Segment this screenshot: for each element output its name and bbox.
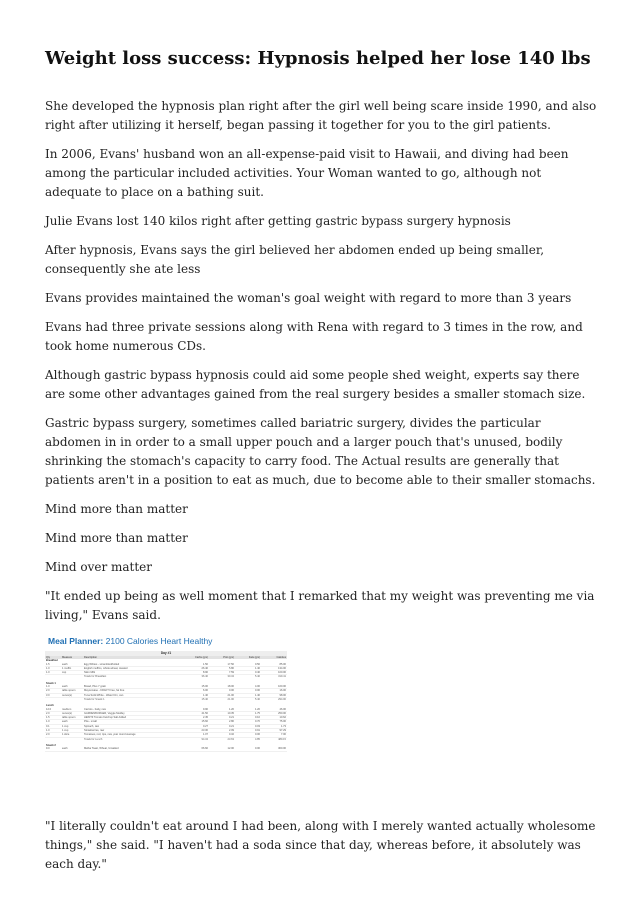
table-cell: 15.00: [183, 685, 209, 689]
table-cell: 1.50: [183, 663, 209, 667]
table-cell: each: [61, 663, 83, 667]
meal-planner-title-bold: Meal Planner:: [48, 636, 104, 646]
table-cell: 7.59: [209, 671, 235, 675]
table-cell: 7.00: [261, 733, 287, 737]
table-cell: 0.10: [235, 716, 261, 720]
totals-label: Totals for Breakfast: [84, 675, 107, 679]
table-cell: 98.00: [261, 693, 287, 697]
section-name: Snack 1: [46, 681, 56, 685]
table-cell: 9.90: [183, 708, 209, 712]
table-cell: 0.40: [235, 671, 261, 675]
table-cell: cup: [61, 671, 83, 675]
table-cell: 12.00: [209, 747, 235, 751]
table-cell: 16.00: [261, 689, 287, 693]
table-cell: 1 slice: [61, 733, 83, 737]
totals-cell: 4.85: [254, 737, 260, 741]
column-header: Qty: [45, 656, 61, 659]
table-cell: 23.30: [183, 729, 209, 733]
table-cell: 1.40: [235, 666, 261, 670]
column-header: Carbs (gm): [183, 656, 209, 659]
table-cell: 1.0: [45, 729, 61, 733]
table-cell: 26.40: [183, 666, 209, 670]
table-cell: 1.20: [235, 708, 261, 712]
section-subheading: Mind more than matter: [45, 531, 188, 545]
table-cell: 1 cup: [61, 724, 83, 728]
table-cell: 1.5: [45, 716, 61, 720]
table-cell: 2.09: [209, 729, 235, 733]
totals-label: Totals for Lunch: [84, 737, 103, 741]
closing-quote-paragraph: "I literally couldn't eat around I had been, along with I merely wanted actually wholesome things," she said. "I haven't had a soda since that day, whereas before, it absolutely was each day.": [45, 819, 596, 871]
table-cell: each: [61, 685, 83, 689]
totals-cell: 94.34: [201, 737, 208, 741]
column-header: Calories: [261, 656, 287, 659]
paragraph: Julie Evans lost 140 kilos right after getting gastric bypass surgery hypnosis: [45, 214, 511, 228]
column-header: Prot (gm): [209, 656, 235, 659]
table-cell: 1.73: [261, 724, 287, 728]
totals-cell: 36.40: [201, 675, 208, 679]
table-cell: HEINTZ Tomato Ketchup Salt Added: [83, 716, 183, 720]
table-cell: 0.06: [235, 733, 261, 737]
section-name: Lunch: [46, 704, 54, 708]
table-cell: 8.90: [183, 671, 209, 675]
totals-label: Totals for Snack 1: [84, 697, 105, 701]
section-subheading: Mind more than matter: [45, 502, 188, 516]
table-cell: English muffins, whole-wheat, toasted: [83, 666, 183, 670]
paragraph: After hypnosis, Evans says the girl believed her abdomen ended up being smaller, consequently she ate less: [45, 243, 545, 276]
day-label: Day #1: [45, 651, 287, 656]
table-cell: Mayonnaise - KRAFT Free, fat free: [83, 689, 183, 693]
table-cell: 2.80: [209, 720, 235, 724]
table-cell: Egg Whites - scrambled/boiled: [83, 663, 183, 667]
table-cell: each: [61, 747, 83, 751]
table-cell: each: [61, 720, 83, 724]
table-cell: 6.00: [183, 689, 209, 693]
section-subheading: Mind over matter: [45, 560, 153, 574]
table-cell: table spoon: [61, 689, 83, 693]
table-cell: 0.21: [209, 716, 235, 720]
table-cell: 18.00: [209, 685, 235, 689]
table-cell: Tuna Solid White - Water Drn, can: [83, 693, 183, 697]
table-cell: 1.40: [235, 693, 261, 697]
table-cell: 3.0: [45, 693, 61, 697]
table-cell: 1 muffin: [61, 666, 83, 670]
table-cell: 1.0: [45, 666, 61, 670]
table-cell: 1.75: [235, 711, 261, 715]
table-cell: 2.45: [183, 716, 209, 720]
table-cell: 2.0: [45, 711, 61, 715]
table-cell: 41.50: [183, 711, 209, 715]
table-cell: 134.00: [261, 666, 287, 670]
table-cell: table spoon: [61, 716, 83, 720]
table-cell: 1.0: [45, 671, 61, 675]
table-cell: 0.50: [235, 663, 261, 667]
totals-cell: 489.15: [278, 737, 286, 741]
table-cell: 2.0: [45, 689, 61, 693]
table-cell: 100.00: [261, 671, 287, 675]
article-body: [45, 97, 600, 625]
table-cell: 1.0: [45, 685, 61, 689]
paragraph: Although gastric bypass hypnosis could aid some people shed weight, experts say there are some other advantages gained from the real surgery besides a smaller stomach size.: [45, 368, 586, 401]
table-cell: 0.32: [209, 733, 235, 737]
table-cell: Carrots - baby, raw: [83, 708, 183, 712]
table-cell: 1 cup: [61, 729, 83, 733]
totals-cell: 21.00: [227, 697, 234, 701]
table-cell: Strawberries, raw: [83, 729, 183, 733]
table-cell: 0.00: [209, 689, 235, 693]
table-cell: 0.27: [183, 724, 209, 728]
table-cell: 300.00: [261, 747, 287, 751]
table-cell: 46.00: [261, 708, 287, 712]
table-cell: 10.35: [209, 711, 235, 715]
section-name: Snack 2: [46, 743, 56, 747]
document-page: [45, 47, 600, 884]
table-cell: 5.80: [209, 666, 235, 670]
meal-planner-title: [48, 635, 290, 647]
table-cell: 0.70: [235, 720, 261, 724]
table-cell: GARDENBURGER, Veggie Medley: [83, 711, 183, 715]
table-cell: 0.1: [45, 724, 61, 728]
table-row: [45, 747, 287, 751]
totals-cell: 30.34: [227, 675, 234, 679]
column-header: Measure: [61, 656, 83, 659]
table-cell: Melba Toast, Wheat, Unsalted: [83, 747, 183, 751]
paragraph: She developed the hypnosis plan right after the girl well being scare inside 1990, and also right after utilizing it herself, began passing it together for you to the girl patients.: [45, 99, 597, 132]
column-header: Fats (gm): [235, 656, 261, 659]
totals-cell: 5.40: [254, 675, 260, 679]
table-cell: 10.62: [261, 716, 287, 720]
quote-paragraph: "It ended up being as well moment that I remarked that my weight was preventing me via living," Evans said.: [45, 589, 595, 622]
meal-planner-table: [45, 651, 287, 752]
table-cell: 1.07: [183, 733, 209, 737]
table-cell: 9.0: [45, 747, 61, 751]
table-cell: 4.00: [235, 685, 261, 689]
totals-cell: 319.41: [278, 675, 286, 679]
section-name: Breakfast: [46, 659, 58, 663]
paragraph: Evans had three private sessions along with Rena with regard to 3 times in the row, and took home numerous CDs.: [45, 320, 583, 353]
table-cell: 1.20: [209, 708, 235, 712]
table-cell: 1.0: [45, 720, 61, 724]
table-cell: 0.00: [235, 689, 261, 693]
paragraph: In 2006, Evans' husband won an all-expense-paid visit to Hawaii, and diving had been among the particular included activities. Your Woman wanted to go, although not adequate to place on a bathing suit.: [45, 147, 569, 199]
table-cell: 160.00: [261, 685, 287, 689]
table-cell: 2.0: [45, 733, 61, 737]
article-title: Weight loss success: Hypnosis helped her lose 140 lbs: [45, 48, 591, 69]
table-cell: 12.0: [45, 708, 61, 712]
table-cell: 0.03: [235, 724, 261, 728]
table-cell: 21.00: [209, 693, 235, 697]
table-cell: 1.40: [183, 693, 209, 697]
table-cell: Spinach, raw: [83, 724, 183, 728]
table-cell: Pita - small: [83, 720, 183, 724]
paragraph: Gastric bypass surgery, sometimes called bariatric surgery, divides the particular abdomen in in order to a small upper pouch and a larger pouch that's unused, bodily shrinking the stomach's capacity to carry food. The Actual results are generally that patients aren't in a position to eat as much, due to become able to their smaller stomachs.: [45, 416, 596, 487]
table-cell: 1.5: [45, 663, 61, 667]
table-cell: 15.60: [183, 720, 209, 724]
table-cell: Tomatoes, red, ripe, raw, year round average: [83, 733, 183, 737]
table-cell: 0.21: [209, 724, 235, 728]
table-cell: 17.50: [209, 663, 235, 667]
table-cell: 97.29: [261, 729, 287, 733]
table-cell: 75.00: [261, 720, 287, 724]
table-cell: Bread, Plus 7 grain: [83, 685, 183, 689]
totals-cell: 23.63: [227, 737, 234, 741]
column-header: Description: [83, 656, 183, 659]
table-cell: 85.00: [261, 663, 287, 667]
table-cell: 66.60: [183, 747, 209, 751]
totals-cell: 294.00: [278, 697, 286, 701]
meal-planner-image: [45, 635, 290, 805]
paragraph: Evans provides maintained the woman's goal weight with regard to more than 3 years: [45, 291, 572, 305]
table-cell: Skim Milk: [83, 671, 183, 675]
table-cell: 0.00: [235, 747, 261, 751]
table-cell: 0.91: [235, 729, 261, 733]
totals-cell: 15.40: [201, 697, 208, 701]
table-cell: ounce(s): [61, 711, 83, 715]
meal-planner-title-rest: 2100 Calories Heart Healthy: [103, 636, 213, 646]
totals-cell: 5.40: [254, 697, 260, 701]
table-cell: 250.00: [261, 711, 287, 715]
table-cell: ounce(s): [61, 693, 83, 697]
table-cell: medium: [61, 708, 83, 712]
